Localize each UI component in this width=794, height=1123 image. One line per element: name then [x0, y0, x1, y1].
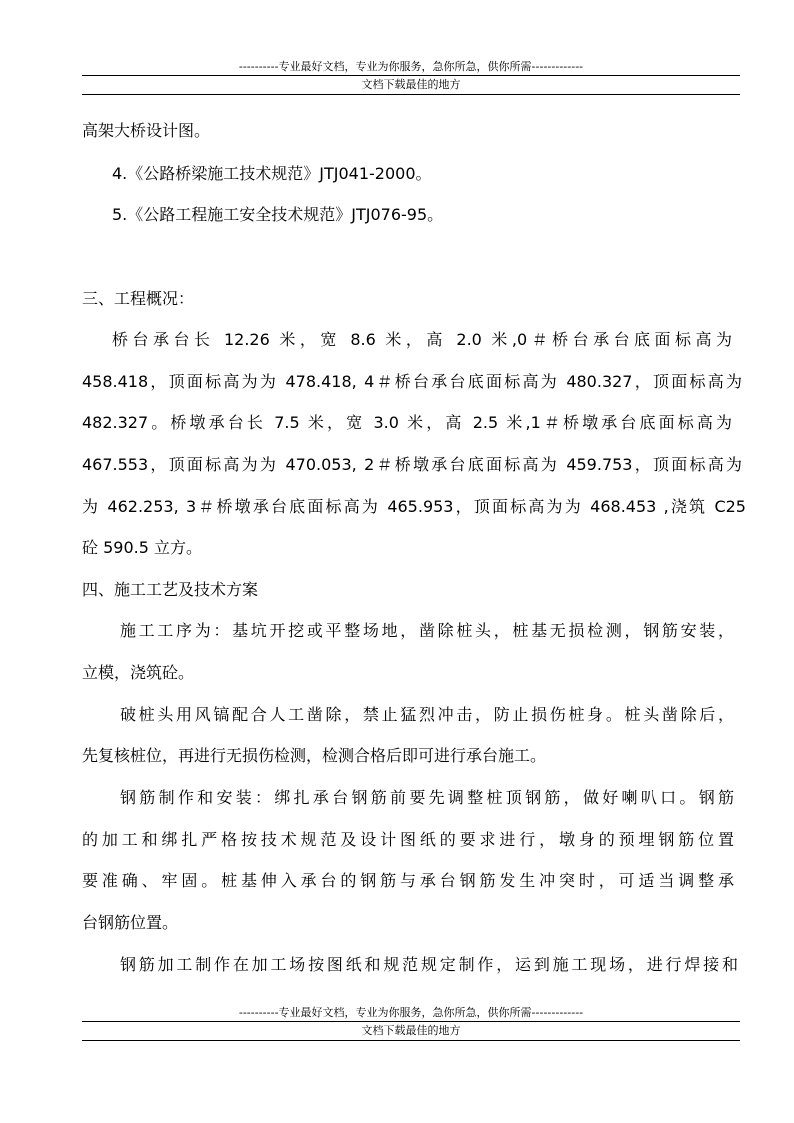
footer-subtitle: 文档下载最佳的地方 [361, 1024, 461, 1037]
text-line: 钢筋制作和安装：绑扎承台钢筋前要先调整桩顶钢筋，做好喇叭口。钢筋 [120, 788, 734, 807]
header-rule-bottom [82, 94, 740, 95]
text-line: 施工工序为：基坑开挖或平整场地，凿除桩头，桩基无损检测，钢筋安装， [120, 621, 734, 640]
text-line: 破桩头用风镐配合人工凿除，禁止猛烈冲击，防止损伤桩身。桩头凿除后， [120, 705, 734, 724]
text-line: 桥台承台长 12.26 米，宽 8.6 米，高 2.0 米,0＃桥台承台底面标高为 [112, 330, 732, 349]
header-subtitle: 文档下载最佳的地方 [361, 78, 461, 91]
text-line: 为 462.253, 3＃桥墩承台底面标高为 465.953，顶面标高为为 468.453 ,浇筑 C25 [82, 497, 746, 516]
text-line: 4.《公路桥梁施工技术规范》JTJ041-2000。 [112, 164, 432, 183]
header-rule [82, 75, 740, 76]
text-line: 458.418，顶面标高为为 478.418, 4＃桥台承台底面标高为 480.327，顶面标高为 [82, 372, 742, 391]
text-line: 要准确、牢固。桩基伸入承台的钢筋与承台钢筋发生冲突时，可适当调整承 [82, 871, 734, 890]
text-line: 先复核桩位，再进行无损伤检测，检测合格后即可进行承台施工。 [82, 746, 547, 765]
section-heading: 四、施工工艺及技术方案 [82, 580, 259, 599]
section-heading: 三、工程概况： [82, 289, 195, 308]
text-line: 高架大桥设计图。 [82, 121, 211, 140]
text-line: 467.553，顶面标高为为 470.053, 2＃桥墩承台底面标高为 459.753，顶面标高为 [82, 455, 742, 474]
header-tagline: ----------专业最好文档，专业为你服务，急你所急，供你所需------------- [238, 60, 584, 73]
text-line: 5.《公路工程施工安全技术规范》JTJ076-95。 [112, 205, 444, 224]
footer-tagline: ----------专业最好文档，专业为你服务，急你所急，供你所需------------- [238, 1006, 584, 1019]
footer-rule [82, 1021, 740, 1022]
footer-rule-bottom [82, 1040, 740, 1041]
text-line: 台钢筋位置。 [82, 913, 179, 932]
text-line: 砼 590.5 立方。 [82, 538, 202, 557]
text-line: 立模，浇筑砼。 [82, 663, 195, 682]
text-line: 钢筋加工制作在加工场按图纸和规范规定制作，运到施工现场，进行焊接和 [120, 955, 738, 974]
text-line: 482.327。桥墩承台长 7.5 米，宽 3.0 米，高 2.5 米,1＃桥墩承台底面标高为 [82, 413, 732, 432]
text-line: 的加工和绑扎严格按技术规范及设计图纸的要求进行，墩身的预埋钢筋位置 [82, 830, 734, 849]
